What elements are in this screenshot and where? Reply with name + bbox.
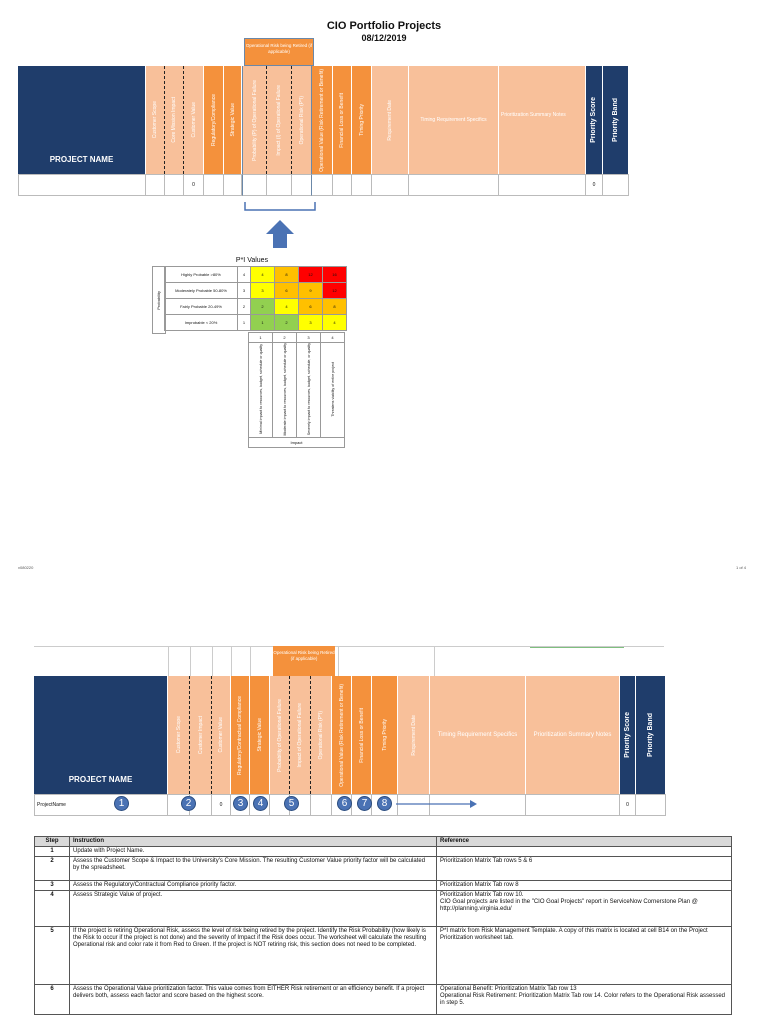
step-circle-3: 3	[233, 796, 248, 811]
col-op-risk: Operational Risk (P*I)	[311, 676, 332, 794]
col-customer-value: Customer Value	[184, 66, 204, 174]
probability-axis-label: Probability	[156, 290, 161, 310]
page-title: CIO Portfolio Projects	[326, 20, 442, 32]
col-core-mission: Core Mission Impact	[165, 66, 184, 174]
project-name-header: PROJECT NAME	[18, 66, 146, 174]
instruction-text: If the project is retiring Operational Risk, assess the level of risk being retired by the project. Identify the Risk Probability (how likely is the Risk to occur if the project is not done) and the severity of Impact if the Risk does occur. The worksheet will calculate the resulting Operational risk and color rate it from Red to Green. If the project is NOT retiring risk, this section does not need to be completed.	[70, 927, 437, 985]
table-row	[35, 881, 732, 891]
matrix-cell: 3	[299, 315, 323, 331]
matrix-cell: 2	[275, 315, 299, 331]
matrix-cell: 4	[323, 315, 347, 331]
col-impact: Impact of Operational Failure	[290, 676, 311, 794]
instruction-text: Assess the Customer Scope & Impact to the University's Core Mission. The resulting Customer Value priority factor will be calculated by the spreadsheet.	[70, 857, 437, 881]
col-strategic-value: Strategic Value	[250, 676, 270, 794]
cell[interactable]	[499, 174, 586, 196]
instruction-header: Instruction	[70, 837, 437, 847]
instruction-text: Assess Strategic Value of project.	[70, 891, 437, 927]
impact-desc: Severely impact to resources, budget, schedule, or quality	[297, 343, 321, 438]
step-circle-7: 7	[357, 796, 372, 811]
header-table-1	[18, 66, 629, 174]
prob-label: Improbable < 20%	[165, 315, 238, 331]
col-regulatory: Regulatory/Contractual Compliance	[231, 676, 250, 794]
prob-value: 2	[238, 299, 251, 315]
step-number: 2	[35, 857, 70, 881]
matrix-cell: 4	[275, 299, 299, 315]
col-customer-value: Customer Value	[212, 676, 231, 794]
priority-score-cell: 0	[620, 794, 636, 816]
prob-label: Highly Probable >80%	[165, 267, 238, 283]
page-date: 08/12/2019	[361, 33, 407, 41]
step-circle-2: 2	[181, 796, 196, 811]
reference-text: Prioritization Matrix Tab row 10. CIO Goal projects are listed in the "CIO Goal Projects" report in ServiceNow Cornerstone Plan @ http://planning.virginia.edu/	[437, 891, 732, 927]
step-number: 4	[35, 891, 70, 927]
customer-value-cell: 0	[212, 794, 231, 816]
col-priority-band: Priority Band	[603, 66, 629, 174]
project-name-header: PROJECT NAME	[34, 676, 168, 794]
matrix-cell: 12	[299, 267, 323, 283]
impact-desc: Threatens viability of entire project	[321, 343, 345, 438]
matrix-cell: 12	[323, 283, 347, 299]
footer-version: v080220	[18, 565, 34, 570]
cell[interactable]	[242, 174, 267, 196]
reference-text: Prioritization Matrix Tab row 8	[437, 881, 732, 891]
table-row	[35, 891, 732, 927]
col-strategic-value: Strategic Value	[224, 66, 242, 174]
header-table-2	[34, 676, 666, 794]
matrix-cell: 4	[251, 267, 275, 283]
step-number: 6	[35, 985, 70, 1015]
cell[interactable]	[165, 174, 184, 196]
step-circle-1: 1	[114, 796, 129, 811]
op-risk-header-1: Operational Risk being Retired (if applicable)	[244, 38, 314, 66]
col-impact: Impact (I) of Operational Failure	[267, 66, 292, 174]
col-timing-specifics: Timing Requirement Specifics	[409, 66, 499, 174]
reference-text	[437, 847, 732, 857]
col-customer-scope: Customer Scope	[146, 66, 165, 174]
step-header: Step	[35, 837, 70, 847]
cell[interactable]	[204, 174, 224, 196]
bracket-arrow-graphic	[240, 196, 320, 256]
table-row	[35, 857, 732, 881]
cell[interactable]	[409, 174, 499, 196]
col-customer-scope: Customer Scope	[168, 676, 190, 794]
impact-desc: Minimal impact to resources, budget, schedule or quality	[249, 343, 273, 438]
col-regulatory: Regulatory/Compliance	[204, 66, 224, 174]
prob-value: 3	[238, 283, 251, 299]
instruction-text: Update with Project Name.	[70, 847, 437, 857]
step-circle-5: 5	[284, 796, 299, 811]
impact-number: 4	[321, 333, 345, 343]
cell[interactable]	[292, 174, 312, 196]
col-probability: Probability (P) of Operational Failure	[242, 66, 267, 174]
prob-value: 4	[238, 267, 251, 283]
table-row	[35, 927, 732, 985]
step-number: 1	[35, 847, 70, 857]
col-op-risk: Operational Risk (P*I)	[292, 66, 312, 174]
cell[interactable]	[146, 174, 165, 196]
cell[interactable]	[224, 174, 242, 196]
reference-text: Prioritization Matrix Tab rows 5 & 6	[437, 857, 732, 881]
reference-text: Operational Benefit: Prioritization Matrix Tab row 13 Operational Risk Retirement: Prioritization Matrix Tab row 14. Color refers to the Operational Risk assessed in step 5.	[437, 985, 732, 1015]
instruction-text: Assess the Operational Value prioritization factor. This value comes from EITHER Risk retirement or an efficiency benefit. If a project delivers both, assess each factor and score based on the highest score.	[70, 985, 437, 1015]
matrix-cell: 3	[251, 283, 275, 299]
bracket-icon	[245, 202, 315, 210]
step-circle-6: 6	[337, 796, 352, 811]
instruction-text: Assess the Regulatory/Contractual Compliance priority factor.	[70, 881, 437, 891]
step-circle-4: 4	[253, 796, 268, 811]
grid-top-row	[34, 646, 664, 678]
arrow-right-icon	[394, 799, 478, 809]
cell[interactable]	[636, 794, 666, 816]
step-circle-8: 8	[377, 796, 392, 811]
matrix-cell: 6	[299, 299, 323, 315]
matrix-cell: 1	[251, 315, 275, 331]
cell[interactable]	[311, 794, 332, 816]
col-customer-impact: Customer Impact	[190, 676, 212, 794]
prob-value: 1	[238, 315, 251, 331]
matrix-cell: 9	[299, 283, 323, 299]
col-timing-specifics: Timing Requirement Specifics	[430, 676, 526, 794]
cell[interactable]	[372, 174, 409, 196]
cell[interactable]	[333, 174, 352, 196]
col-financial: Financial Loss or Benefit	[352, 676, 372, 794]
arrow-up-icon	[266, 220, 294, 248]
col-requirement-date: Requirement Date	[372, 66, 409, 174]
impact-number: 1	[249, 333, 273, 343]
matrix-cell: 6	[275, 283, 299, 299]
prob-label: Moderately Probable 50-80%	[165, 283, 238, 299]
table-row	[35, 847, 732, 857]
col-priority-score: Priority Score	[620, 676, 636, 794]
matrix-cell: 8	[323, 299, 347, 315]
col-probability: Probability of Operational Failure	[270, 676, 290, 794]
footer-page: 1 of 4	[736, 565, 747, 570]
data-row-1	[18, 174, 629, 196]
cell[interactable]	[352, 174, 372, 196]
impact-desc: Moderate impact to resources, budget, schedule or quality	[273, 343, 297, 438]
impact-axis-label: Impact	[249, 437, 345, 447]
col-op-value: Operational Value (Risk Retirement or Benefit)	[332, 676, 352, 794]
col-requirement-date: Requirement Date	[398, 676, 430, 794]
cell[interactable]	[603, 174, 629, 196]
op-risk-header-2: Operational Risk being Retired (if applicable)	[273, 646, 335, 676]
impact-number: 3	[297, 333, 321, 343]
step-number: 5	[35, 927, 70, 985]
col-timing-priority: Timing Priority	[352, 66, 372, 174]
project-name-cell[interactable]	[18, 174, 146, 196]
cell[interactable]	[526, 794, 620, 816]
instruction-table	[34, 836, 732, 1015]
table-row	[35, 985, 732, 1015]
col-priority-score: Priority Score	[586, 66, 603, 174]
impact-number: 2	[273, 333, 297, 343]
priority-score-cell: 0	[586, 174, 603, 196]
matrix-cell: 16	[323, 267, 347, 283]
prob-label: Fairly Probable 20-49%	[165, 299, 238, 315]
project-name-cell[interactable]: ProjectName	[34, 794, 168, 816]
matrix-cell: 8	[275, 267, 299, 283]
col-financial: Financial Loss or Benefit	[333, 66, 352, 174]
step-number: 3	[35, 881, 70, 891]
impact-table	[248, 332, 345, 448]
cell[interactable]	[267, 174, 292, 196]
col-priority-band: Priority Band	[636, 676, 666, 794]
reference-header: Reference	[437, 837, 732, 847]
reference-text: P*I matrix from Risk Management Template. A copy of this matrix is located at cell B14 on the Project Prioritization worksheet tab.	[437, 927, 732, 985]
col-timing-priority: Timing Priority	[372, 676, 398, 794]
col-summary-notes: Prioritization Summary Notes	[499, 66, 586, 174]
matrix-cell: 2	[251, 299, 275, 315]
cell[interactable]	[312, 174, 333, 196]
col-op-value: Operational Value (Risk Retirement or Benefit)	[312, 66, 333, 174]
customer-value-cell: 0	[184, 174, 204, 196]
pi-values-title: P*I Values	[235, 257, 269, 264]
col-summary-notes: Prioritization Summary Notes	[526, 676, 620, 794]
pi-matrix	[164, 266, 347, 331]
